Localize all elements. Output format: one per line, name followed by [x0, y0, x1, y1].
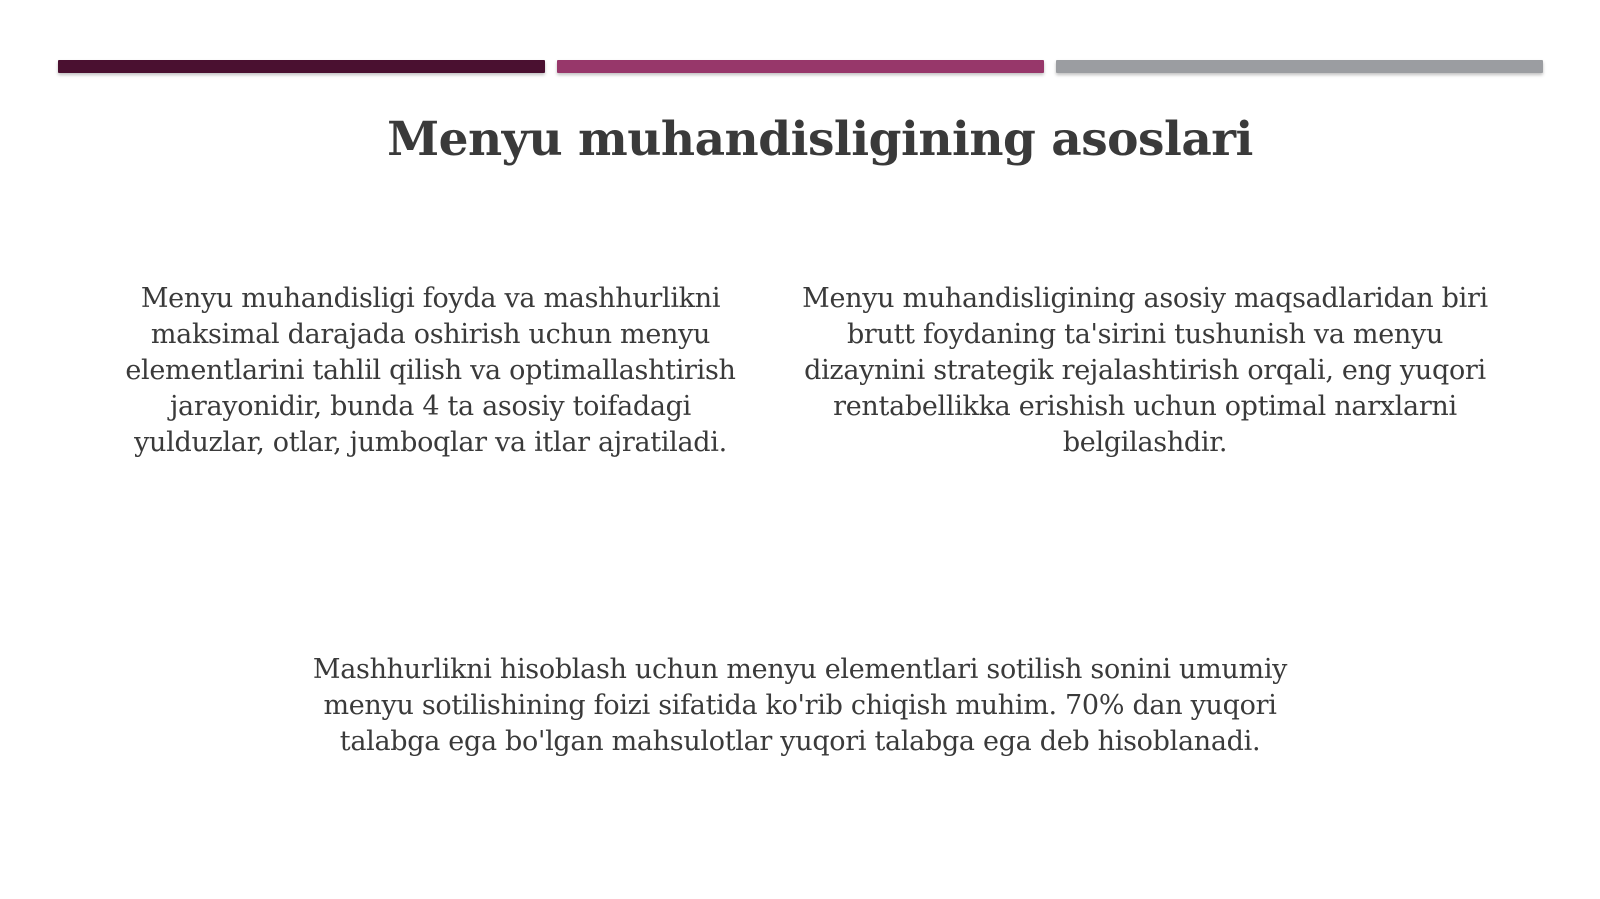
paragraph-left: Menyu muhandisligi foyda va mashhurlikni maksimal darajada oshirish uchun menyu elementlarini tahlil qilish va optimallashtirish jarayonidir, bunda 4 ta asosiy toifadagi yulduzlar, otlar, jumboqlar va itlar ajratiladi. — [125, 283, 736, 458]
paragraph-bottom: Mashhurlikni hisoblash uchun menyu elementlari sotilish sonini umumiy menyu sotilishining foizi sifatida ko'rib chiqish muhim. 70% dan yuqori talabga ega bo'lgan mahsulotlar yuqori talabga ega deb hisoblanadi. — [312, 654, 1288, 757]
accent-bar-gray — [1056, 60, 1543, 73]
accent-bar-dark — [58, 60, 545, 73]
paragraph-right: Menyu muhandisligining asosiy maqsadlaridan biri brutt foydaning ta'sirini tushunish va menyu dizaynini strategik rejalashtirish orqali, eng yuqori rentabellikka erishish uchun optimal narxlarni belgilashdir. — [802, 283, 1488, 458]
slide-title: Menyu muhandisligining asoslari — [387, 112, 1253, 167]
accent-bar-magenta — [557, 60, 1044, 73]
